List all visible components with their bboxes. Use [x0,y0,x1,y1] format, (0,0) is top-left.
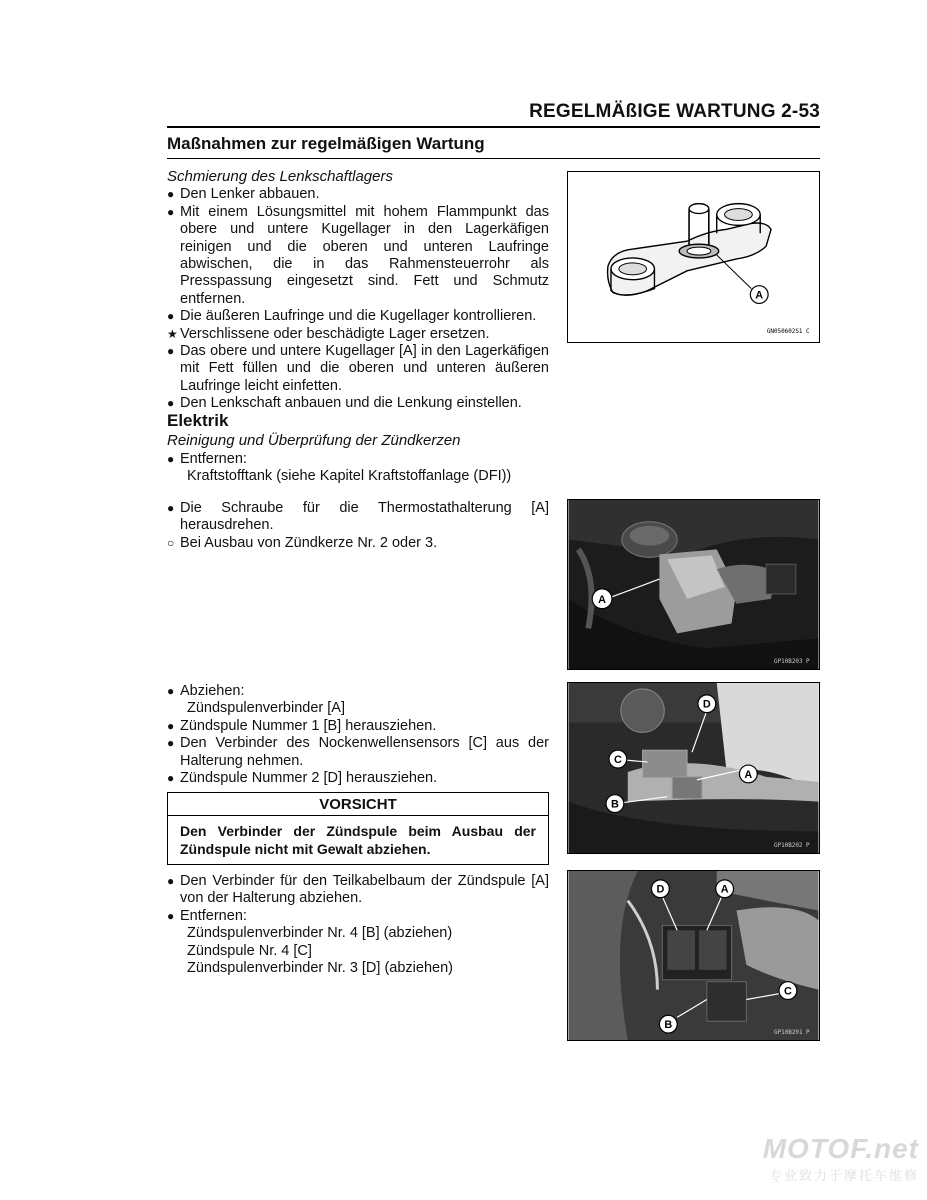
bullet-icon: ● [167,309,175,324]
list-item [167,308,549,325]
callout-label: D [656,883,665,896]
list-item [167,718,549,735]
caution-title: VORSICHT [168,793,548,816]
remove-item: Kraftstofftank (siehe Kapitel Kraftstoffanlage (DFI)) [187,468,512,485]
thermostat-photo [568,500,819,669]
list-item-text: Den Verbinder des Nockenwellensensors [C] aus der Halterung nehmen. [180,735,549,769]
bullet-icon: ● [167,771,175,786]
callout-label: C [783,985,792,998]
bullet-icon: ● [167,718,175,733]
bullet-icon: ● [167,874,175,888]
list-item-text: Bei Ausbau von Zündkerze Nr. 2 oder 3. [180,534,438,551]
list-item-text: Die äußeren Laufringe und die Kugellager kontrollieren. [180,308,537,325]
list-item [167,735,549,770]
bullet-icon: ● [167,908,175,923]
figure-code: GP10B201 P [774,1030,810,1037]
list-item-text: Mit einem Lösungsmittel mit hohem Flammpunkt das obere und untere Kugellager in den Lagerkäfigen reinigen und die oberen und unteren Laufringe abwischen, die in das Rahmensteuerrohr als Presspassung eingesetzt sind. Fett und Schmutz entfernen. [180,203,549,307]
watermark-brand: MOTOF.net [762,1133,919,1164]
list-item [167,326,549,343]
callout-label: D [702,698,711,711]
callout-label: A [720,883,729,896]
callout-label: A [755,289,764,302]
caution-box [167,792,549,865]
callout-label: A [598,593,607,606]
list-item [167,873,549,908]
page-header-title: REGELMÄßIGE WARTUNG 2-53 [167,101,820,128]
list-item-text: Zündspule Nummer 2 [D] herausziehen. [180,770,438,787]
circle-icon: ○ [167,535,175,550]
remove-item: Zündspule Nr. 4 [C] [187,942,312,959]
section-title: Maßnahmen zur regelmäßigen Wartung [167,134,820,159]
list-item [167,186,549,203]
electrical-title: Elektrik [167,411,229,430]
callout-label: C [613,754,622,767]
watermark-tagline: 专业致力于摩托车维修 [768,1169,919,1184]
figure-thermostat [567,499,820,670]
bullet-icon: ● [167,204,175,219]
bullet-icon: ● [167,501,175,515]
electrical-section [167,412,549,486]
list-item-text: Den Lenker abbauen. [180,186,320,203]
bullet-icon: ● [167,187,175,202]
pull-item: Zündspulenverbinder [A] [187,700,345,717]
final-steps [167,873,549,977]
list-item-text: Abziehen: [180,683,245,699]
list-item-text: Entfernen: [180,450,247,467]
figure-code: GN050602S1 C [766,328,810,336]
thermostat-step [167,500,549,552]
list-item [167,683,549,700]
list-item [167,770,549,787]
figure-code: GP10B202 P [773,842,810,850]
caution-text: Den Verbinder der Zündspule beim Ausbau der Zündspule nicht mit Gewalt abziehen. [180,823,536,857]
bullet-icon: ● [167,684,175,698]
callout-label: B [664,1019,673,1032]
list-item [167,451,549,468]
callout-label: A [744,768,753,781]
coil-steps [167,683,549,787]
list-item [167,535,549,552]
star-icon: ★ [167,326,178,341]
remove-item: Zündspulenverbinder Nr. 3 [D] (abziehen) [187,960,453,977]
list-item-text: Das obere und untere Kugellager [A] in den Lagerkäfigen mit Fett füllen und die oberen und unteren äußeren Laufringe leicht einfetten. [180,343,549,394]
list-item-text: Entfernen: [180,907,247,924]
watermark [763,1133,919,1184]
list-item-text: Zündspule Nummer 1 [B] herausziehen. [180,717,437,734]
figure-coil-four [567,870,820,1041]
list-item-text: Den Lenkschaft anbauen und die Lenkung einstellen. [180,395,522,412]
bullet-icon: ● [167,396,175,411]
remove-item: Zündspulenverbinder Nr. 4 [B] (abziehen) [187,925,453,942]
electrical-subtitle: Reinigung und Überprüfung der Zündkerzen [167,432,461,450]
bullet-icon: ● [167,344,175,359]
figure-code: GP10B203 P [774,659,810,666]
bullet-icon: ● [167,736,175,751]
steering-stem-drawing [568,172,819,342]
list-item [167,908,549,925]
lubrication-subtitle: Schmierung des Lenkschaftlagers [167,168,393,185]
list-item-text: Die Schraube für die Thermostathalterung [A] herausdrehen. [180,500,549,534]
coil-connectors-photo [568,683,819,853]
callout-label: B [611,798,619,811]
figure-coil-connectors [567,682,820,854]
list-item [167,500,549,535]
list-item-text: Verschlissene oder beschädigte Lager ersetzen. [180,325,490,342]
figure-steering-stem [567,171,820,343]
list-item [167,204,549,308]
list-item-text: Den Verbinder für den Teilkabelbaum der Zündspule [A] von der Halterung abziehen. [180,873,549,907]
lubrication-section [167,168,549,413]
list-item [167,343,549,395]
coil-four-photo [568,871,819,1040]
bullet-icon: ● [167,451,175,466]
